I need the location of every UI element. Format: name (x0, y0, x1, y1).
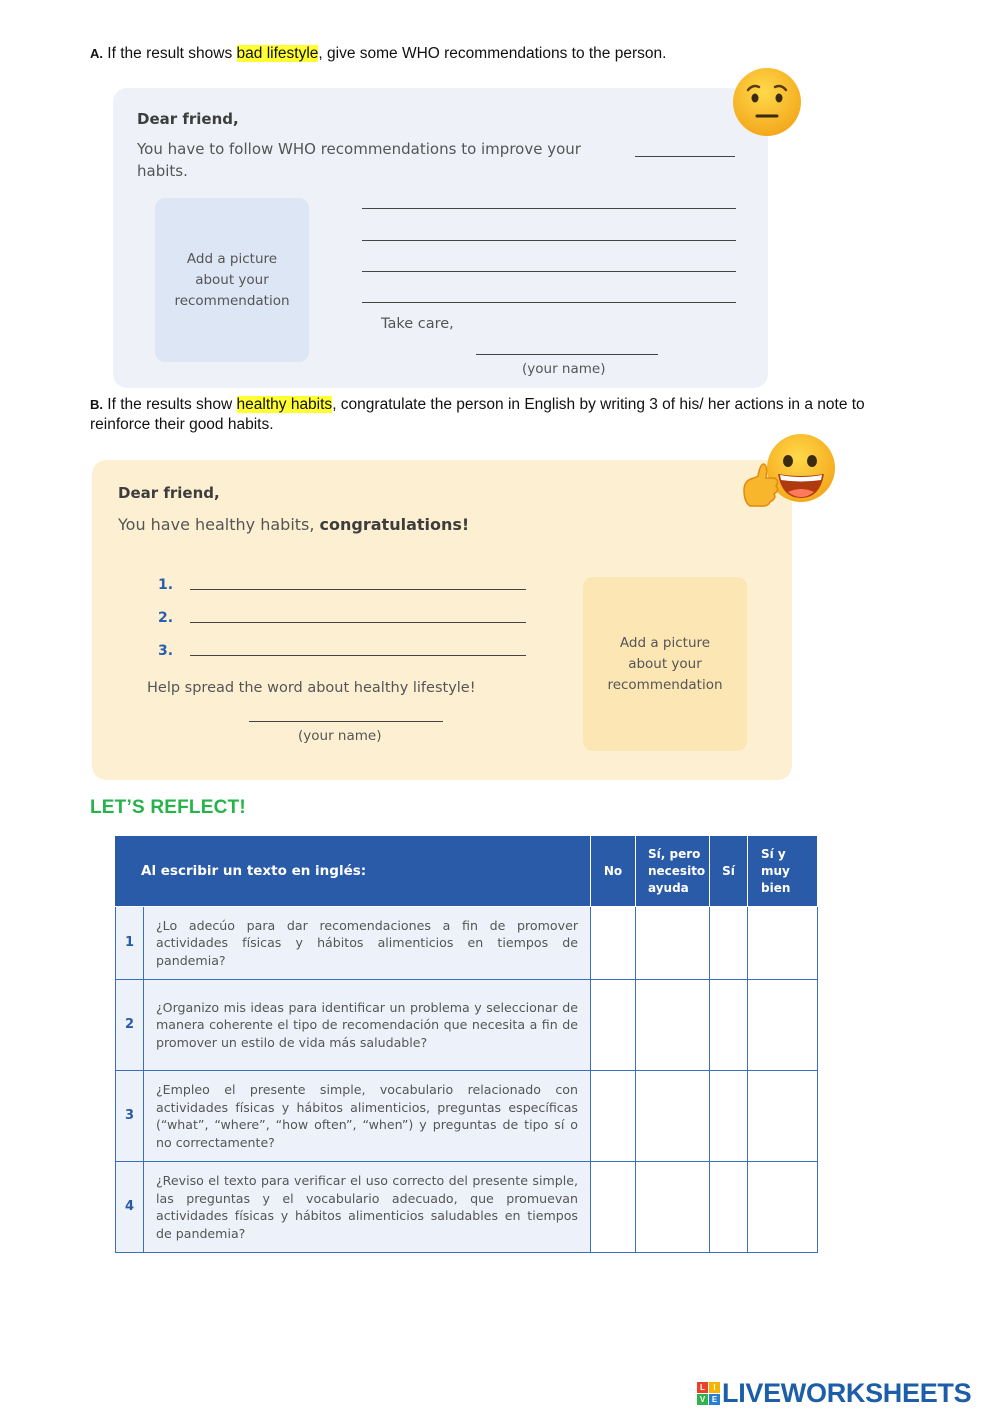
self-assessment-table (115, 835, 818, 1253)
answer-cell-no[interactable] (591, 1071, 636, 1162)
name-line-a[interactable] (476, 354, 658, 355)
recommendation-line-1[interactable] (362, 208, 736, 209)
answer-cell-yes[interactable] (710, 1162, 748, 1253)
answer-cell-no[interactable] (591, 907, 636, 980)
instruction-b-text-2: , congratulate the person in English by writing 3 of his/ her actions in a note to reinforce their good habits. (90, 396, 865, 433)
habit-number-1: 1. (158, 577, 174, 593)
answer-cell-help[interactable] (636, 1071, 710, 1162)
row-question: ¿Organizo mis ideas para identificar un problema y seleccionar de manera coherente el tipo de recomendación que necesita a fin de promover un estilo de vida más saludable? (144, 980, 591, 1071)
row-number: 1 (116, 907, 144, 980)
col-header-great: Sí y muy bien (748, 836, 818, 907)
logo-letter-v: V (697, 1394, 708, 1405)
worried-face-icon (730, 66, 804, 138)
card-a-greeting: Dear friend, (137, 110, 239, 128)
thumbs-up-grin-icon (740, 432, 840, 512)
habit-line-3[interactable] (190, 655, 526, 656)
liveworksheets-logo-icon (697, 1382, 720, 1405)
recommendation-line-4[interactable] (362, 302, 736, 303)
instruction-a-text-2: , give some WHO recommendations to the person. (318, 45, 667, 62)
instruction-b-highlight: healthy habits (236, 396, 333, 413)
card-b-body (118, 514, 469, 536)
habit-number-2: 2. (158, 610, 174, 626)
picture-prompt-a: Add a picture about your recommendation (174, 250, 290, 309)
instruction-a (90, 44, 910, 64)
logo-letter-l: L (697, 1382, 708, 1393)
row-question: ¿Empleo el presente simple, vocabulario relacionado con actividades físicas y hábitos alimenticios, preguntas específicas (“what”, “where”, “how often”, “when”) y preguntas de tipo sí o no correctamente? (144, 1071, 591, 1162)
card-b-body-text: You have healthy habits, (118, 515, 320, 534)
col-header-yes: Sí (710, 836, 748, 907)
row-question: ¿Lo adecúo para dar recomendaciones a fin de promover actividades físicas y hábitos alimenticios en tiempos de pandemia? (144, 907, 591, 980)
card-b-signature: (your name) (298, 728, 382, 744)
logo-letter-i: I (709, 1382, 720, 1393)
recommendation-line-2[interactable] (362, 240, 736, 241)
row-number: 3 (116, 1071, 144, 1162)
card-a-body-end: habits. (137, 162, 188, 180)
card-a-closing: Take care, (381, 316, 454, 332)
table-header-main: Al escribir un texto en inglés: (116, 836, 591, 907)
brand-name: LIVEWORKSHEETS (722, 1377, 972, 1408)
instruction-a-text-1: If the result shows (103, 45, 237, 62)
answer-cell-help[interactable] (636, 907, 710, 980)
instruction-b (90, 395, 890, 435)
answer-cell-no[interactable] (591, 1162, 636, 1253)
habit-line-1[interactable] (190, 589, 526, 590)
picture-placeholder-a[interactable] (155, 198, 309, 362)
instruction-a-letter: A. (90, 46, 103, 61)
card-a-body (137, 138, 637, 182)
blank-line-habit[interactable] (635, 156, 735, 157)
card-b-spread: Help spread the word about healthy lifestyle! (147, 680, 476, 696)
answer-cell-no[interactable] (591, 980, 636, 1071)
reflect-title: LET’S REFLECT! (90, 797, 246, 818)
col-header-no: No (591, 836, 636, 907)
card-a-signature: (your name) (522, 361, 606, 377)
table-row (116, 980, 818, 1071)
instruction-b-letter: B. (90, 397, 103, 412)
answer-cell-great[interactable] (748, 907, 818, 980)
answer-cell-yes[interactable] (710, 1071, 748, 1162)
answer-cell-great[interactable] (748, 1162, 818, 1253)
name-line-b[interactable] (249, 721, 443, 722)
recommendation-line-3[interactable] (362, 271, 736, 272)
answer-cell-help[interactable] (636, 1162, 710, 1253)
card-b-body-bold: congratulations! (319, 515, 470, 534)
habit-number-3: 3. (158, 643, 174, 659)
card-a-body-text: You have to follow WHO recommendations to improve your (137, 140, 581, 158)
answer-cell-great[interactable] (748, 1071, 818, 1162)
picture-placeholder-b[interactable] (583, 577, 747, 751)
row-number: 2 (116, 980, 144, 1071)
answer-cell-yes[interactable] (710, 980, 748, 1071)
table-header-row (116, 836, 818, 907)
answer-cell-great[interactable] (748, 980, 818, 1071)
row-question: ¿Reviso el texto para verificar el uso correcto del presente simple, las preguntas y el vocabulario adecuado, que promuevan actividades físicas y hábitos alimenticios saludables en tiempos de pandemia? (144, 1162, 591, 1253)
table-row (116, 907, 818, 980)
table-row (116, 1162, 818, 1253)
habit-line-2[interactable] (190, 622, 526, 623)
instruction-a-highlight: bad lifestyle (236, 45, 319, 62)
answer-cell-yes[interactable] (710, 907, 748, 980)
table-row (116, 1071, 818, 1162)
liveworksheets-brand (697, 1376, 971, 1410)
answer-cell-help[interactable] (636, 980, 710, 1071)
col-header-help: Sí, pero necesito ayuda (636, 836, 710, 907)
instruction-b-text-1: If the results show (103, 396, 237, 413)
logo-letter-e: E (709, 1394, 720, 1405)
row-number: 4 (116, 1162, 144, 1253)
card-b-greeting: Dear friend, (118, 484, 220, 502)
picture-prompt-b: Add a picture about your recommendation (607, 634, 723, 693)
